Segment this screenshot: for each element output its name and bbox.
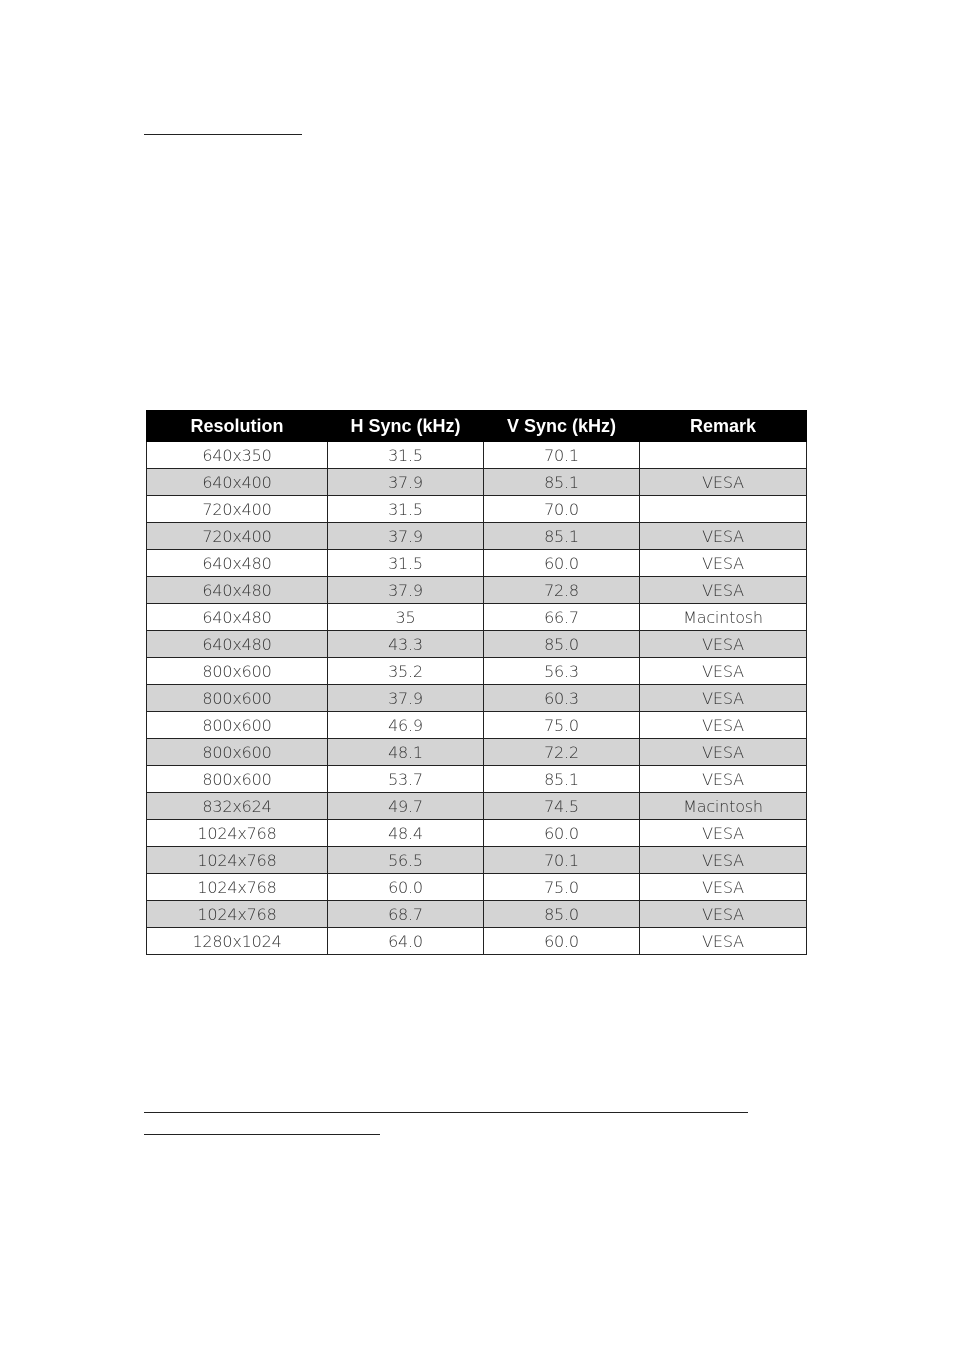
cell-v-sync: 60.0 bbox=[484, 550, 640, 577]
table-row bbox=[147, 658, 807, 685]
cell-h-sync: 43.3 bbox=[328, 631, 484, 658]
table-row bbox=[147, 847, 807, 874]
table-row bbox=[147, 901, 807, 928]
cell-h-sync: 37.9 bbox=[328, 577, 484, 604]
cell-v-sync: 66.7 bbox=[484, 604, 640, 631]
table-row bbox=[147, 928, 807, 955]
cell-v-sync: 60.0 bbox=[484, 820, 640, 847]
cell-resolution: 1280x1024 bbox=[147, 928, 328, 955]
table-row bbox=[147, 685, 807, 712]
cell-h-sync: 37.9 bbox=[328, 523, 484, 550]
timing-table bbox=[146, 410, 807, 955]
cell-resolution: 800x600 bbox=[147, 739, 328, 766]
table-row bbox=[147, 712, 807, 739]
cell-remark: VESA bbox=[640, 550, 807, 577]
table-row bbox=[147, 469, 807, 496]
header-v-sync: V Sync (kHz) bbox=[484, 411, 640, 442]
cell-v-sync: 85.1 bbox=[484, 766, 640, 793]
cell-resolution: 640x480 bbox=[147, 631, 328, 658]
cell-v-sync: 75.0 bbox=[484, 874, 640, 901]
cell-h-sync: 48.4 bbox=[328, 820, 484, 847]
cell-h-sync: 53.7 bbox=[328, 766, 484, 793]
cell-v-sync: 85.1 bbox=[484, 523, 640, 550]
cell-v-sync: 70.1 bbox=[484, 847, 640, 874]
cell-h-sync: 64.0 bbox=[328, 928, 484, 955]
cell-h-sync: 31.5 bbox=[328, 550, 484, 577]
cell-h-sync: 46.9 bbox=[328, 712, 484, 739]
cell-v-sync: 85.0 bbox=[484, 631, 640, 658]
cell-resolution: 800x600 bbox=[147, 712, 328, 739]
cell-h-sync: 56.5 bbox=[328, 847, 484, 874]
cell-h-sync: 31.5 bbox=[328, 442, 484, 469]
table-row bbox=[147, 496, 807, 523]
cell-remark: VESA bbox=[640, 712, 807, 739]
cell-remark: VESA bbox=[640, 874, 807, 901]
cell-h-sync: 31.5 bbox=[328, 496, 484, 523]
cell-v-sync: 56.3 bbox=[484, 658, 640, 685]
cell-resolution: 640x350 bbox=[147, 442, 328, 469]
bottom-rule-long bbox=[144, 1112, 748, 1113]
cell-v-sync: 75.0 bbox=[484, 712, 640, 739]
table-row bbox=[147, 523, 807, 550]
cell-v-sync: 85.1 bbox=[484, 469, 640, 496]
cell-v-sync: 72.2 bbox=[484, 739, 640, 766]
cell-resolution: 640x480 bbox=[147, 604, 328, 631]
cell-v-sync: 70.0 bbox=[484, 496, 640, 523]
cell-resolution: 1024x768 bbox=[147, 820, 328, 847]
cell-remark: VESA bbox=[640, 577, 807, 604]
cell-remark: VESA bbox=[640, 469, 807, 496]
table-body bbox=[147, 442, 807, 955]
table-row bbox=[147, 577, 807, 604]
table-row bbox=[147, 874, 807, 901]
cell-remark: VESA bbox=[640, 901, 807, 928]
cell-resolution: 640x480 bbox=[147, 550, 328, 577]
cell-remark: VESA bbox=[640, 928, 807, 955]
table-row bbox=[147, 442, 807, 469]
cell-remark bbox=[640, 496, 807, 523]
cell-remark: VESA bbox=[640, 685, 807, 712]
cell-resolution: 800x600 bbox=[147, 658, 328, 685]
cell-h-sync: 35.2 bbox=[328, 658, 484, 685]
cell-remark: VESA bbox=[640, 847, 807, 874]
cell-h-sync: 68.7 bbox=[328, 901, 484, 928]
cell-v-sync: 60.3 bbox=[484, 685, 640, 712]
table-row bbox=[147, 631, 807, 658]
cell-v-sync: 72.8 bbox=[484, 577, 640, 604]
cell-v-sync: 85.0 bbox=[484, 901, 640, 928]
cell-v-sync: 74.5 bbox=[484, 793, 640, 820]
cell-resolution: 1024x768 bbox=[147, 874, 328, 901]
cell-remark: VESA bbox=[640, 631, 807, 658]
cell-v-sync: 60.0 bbox=[484, 928, 640, 955]
table-row bbox=[147, 604, 807, 631]
header-remark: Remark bbox=[640, 411, 807, 442]
cell-h-sync: 60.0 bbox=[328, 874, 484, 901]
cell-h-sync: 49.7 bbox=[328, 793, 484, 820]
header-resolution: Resolution bbox=[147, 411, 328, 442]
cell-remark: VESA bbox=[640, 739, 807, 766]
cell-resolution: 720x400 bbox=[147, 523, 328, 550]
cell-remark: VESA bbox=[640, 523, 807, 550]
top-rule bbox=[144, 134, 302, 135]
cell-resolution: 832x624 bbox=[147, 793, 328, 820]
cell-remark: VESA bbox=[640, 766, 807, 793]
cell-h-sync: 48.1 bbox=[328, 739, 484, 766]
cell-resolution: 640x400 bbox=[147, 469, 328, 496]
table-row bbox=[147, 550, 807, 577]
cell-remark: Macintosh bbox=[640, 604, 807, 631]
cell-remark: VESA bbox=[640, 658, 807, 685]
table-row bbox=[147, 739, 807, 766]
table-row bbox=[147, 766, 807, 793]
cell-h-sync: 37.9 bbox=[328, 685, 484, 712]
cell-remark bbox=[640, 442, 807, 469]
cell-resolution: 800x600 bbox=[147, 766, 328, 793]
cell-resolution: 720x400 bbox=[147, 496, 328, 523]
table-row bbox=[147, 793, 807, 820]
cell-resolution: 640x480 bbox=[147, 577, 328, 604]
cell-remark: VESA bbox=[640, 820, 807, 847]
cell-v-sync: 70.1 bbox=[484, 442, 640, 469]
cell-h-sync: 37.9 bbox=[328, 469, 484, 496]
cell-h-sync: 35 bbox=[328, 604, 484, 631]
bottom-rule-short bbox=[144, 1134, 380, 1135]
table-row bbox=[147, 820, 807, 847]
cell-resolution: 1024x768 bbox=[147, 901, 328, 928]
cell-resolution: 800x600 bbox=[147, 685, 328, 712]
cell-resolution: 1024x768 bbox=[147, 847, 328, 874]
header-h-sync: H Sync (kHz) bbox=[328, 411, 484, 442]
table-header-row bbox=[147, 411, 807, 442]
cell-remark: Macintosh bbox=[640, 793, 807, 820]
